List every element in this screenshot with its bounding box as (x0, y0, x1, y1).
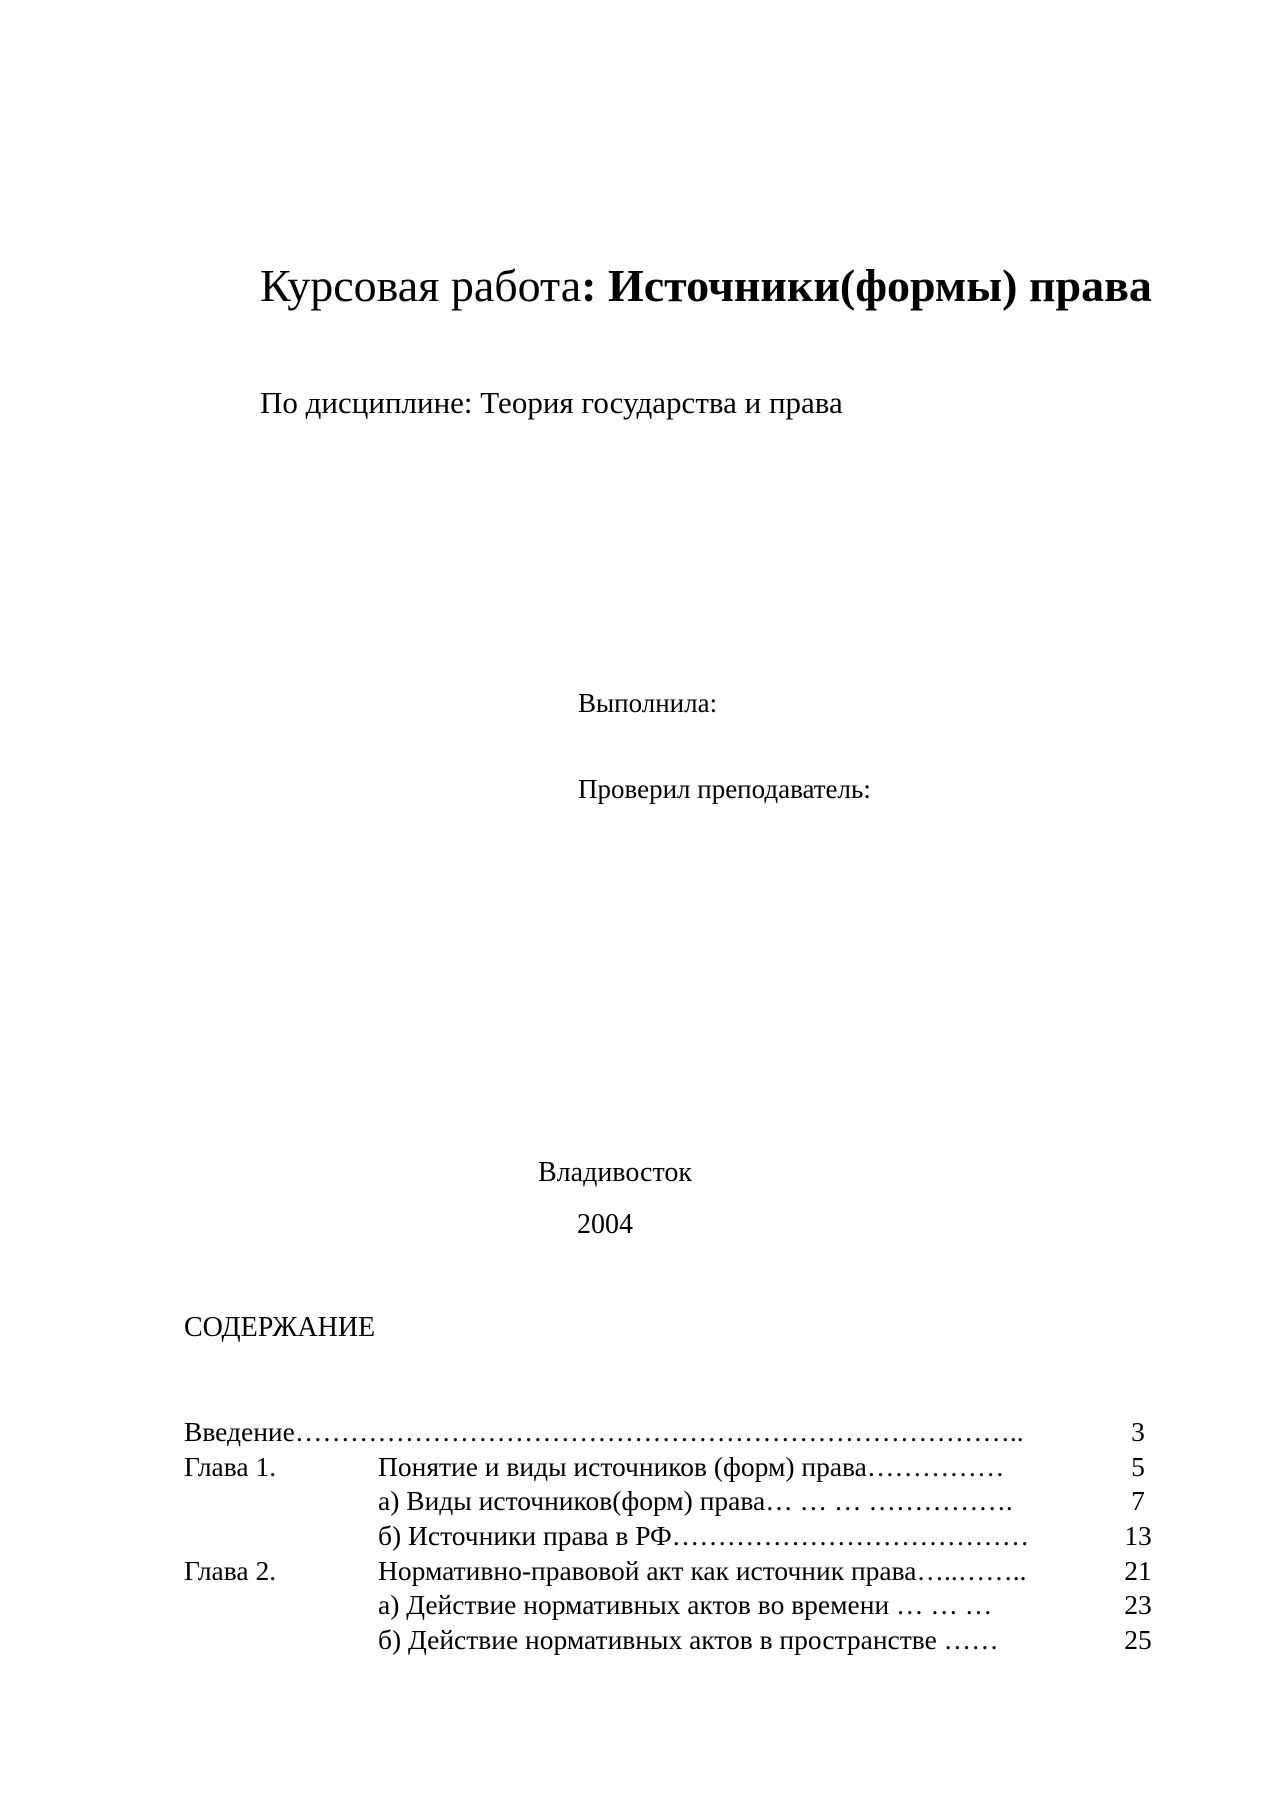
toc-row (184, 1623, 1168, 1658)
toc-entry-text: Введение…………………………………………………………………….. (184, 1416, 1024, 1447)
toc-page-number: 13 (1124, 1520, 1152, 1552)
contents-heading: СОДЕРЖАНИЕ (184, 1312, 376, 1343)
toc-entry-text: Понятие и виды источников (форм) права…………… (378, 1450, 1005, 1482)
title-main: : Источники(формы) права (581, 260, 1152, 311)
page-title (260, 258, 1152, 314)
toc-page-number: 3 (1131, 1416, 1145, 1447)
toc-row (184, 1554, 1168, 1589)
toc-entry-text: б) Действие нормативных актов в пространстве …… (378, 1624, 999, 1656)
title-prefix: Курсовая работа (260, 260, 582, 311)
toc-chapter-label: Глава 1. (184, 1450, 277, 1482)
toc-row (184, 1415, 1168, 1450)
toc-row (184, 1519, 1168, 1554)
toc-page-number: 25 (1124, 1624, 1152, 1656)
toc-page-number: 5 (1131, 1450, 1145, 1482)
city-label: Владивосток (538, 1157, 692, 1188)
toc-row (184, 1588, 1168, 1623)
year-label: 2004 (577, 1209, 633, 1240)
toc-row (184, 1450, 1168, 1485)
toc-entry-text: Нормативно-правовой акт как источник права…..…….. (378, 1554, 1027, 1586)
toc-page-number: 23 (1124, 1589, 1152, 1621)
toc-page-number: 21 (1124, 1554, 1152, 1586)
discipline-line: По дисциплине: Теория государства и права (260, 385, 843, 420)
performed-by-label: Выполнила: (578, 688, 718, 718)
toc-chapter-label: Глава 2. (184, 1554, 277, 1586)
toc-page-number: 7 (1131, 1485, 1145, 1517)
toc-entry-text: а) Действие нормативных актов во времени … … … (378, 1589, 993, 1621)
toc-entry-text: а) Виды источников(форм) права… … … ……………. (378, 1485, 1013, 1517)
checked-by-label: Проверил преподаватель: (578, 774, 871, 804)
table-of-contents (184, 1415, 1168, 1658)
toc-entry-text: б) Источники права в РФ………………………………… (378, 1520, 1030, 1552)
toc-row (184, 1484, 1168, 1519)
